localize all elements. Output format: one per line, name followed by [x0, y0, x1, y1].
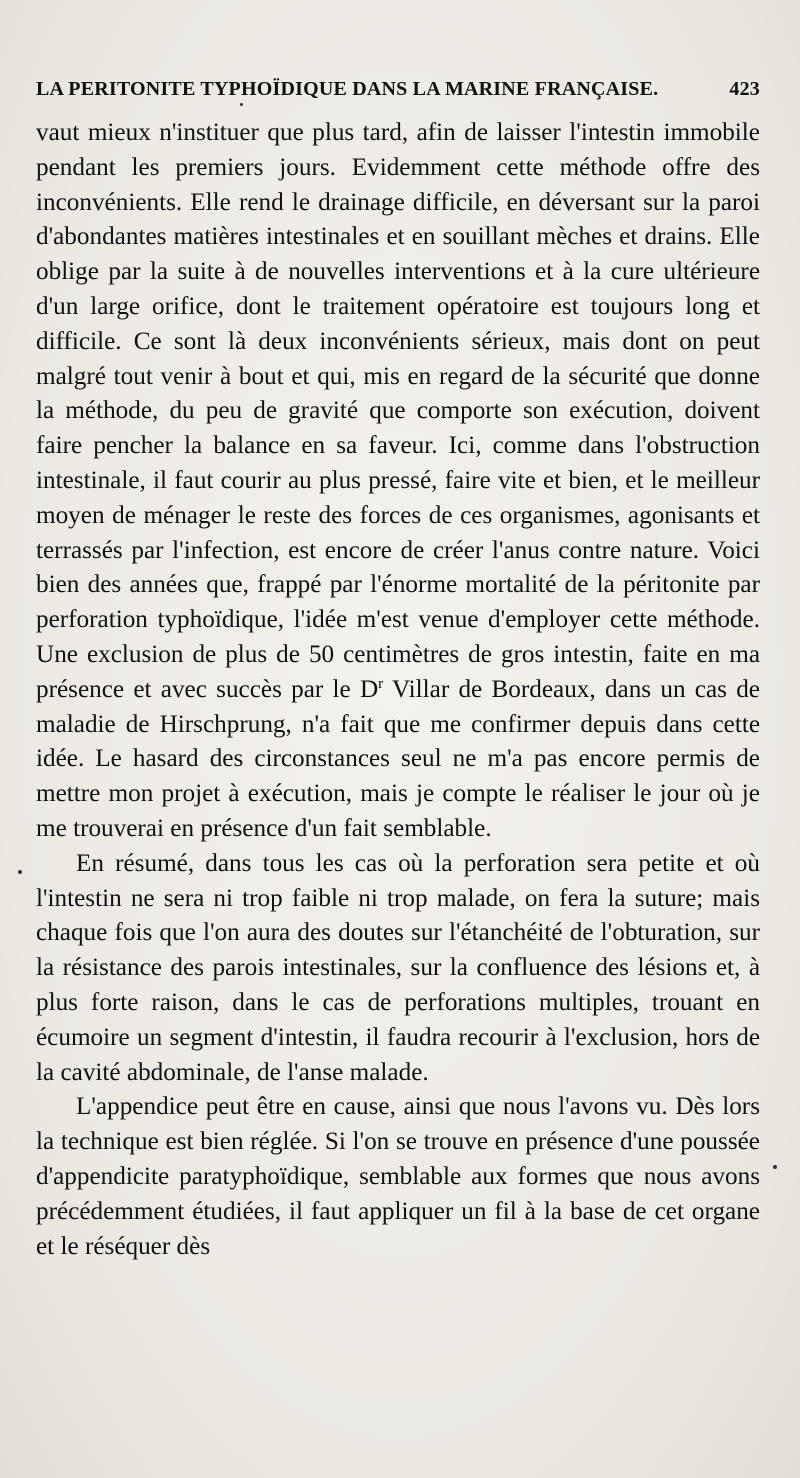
print-speck [240, 103, 243, 106]
page-number: 423 [729, 78, 760, 100]
paragraph-2: En résumé, dans tous les cas où la perforation sera petite et où l'intestin ne sera ni trop faible ni trop malade, on fera la suture; mais chaque fois que l'on aura des doutes sur l'étanchéité de l'obturation, sur la résistance des parois intestinales, sur la confluence des lésions et, à plus forte raison, dans le cas de perforations multiples, trouant en écumoire un segment d'intestin, il faudra recourir à l'exclusion, hors de la cavité abdominale, de l'anse malade. [36, 849, 760, 1086]
paragraph-1-continuation: Villar de Bordeaux, dans un cas de maladie de Hirschprung, n'a fait que me confirmer depuis dans cette idée. Le hasard des circonstances seul ne m'a pas encore permis de mettre mon projet à exécution, mais je compte le réaliser le jour où je me trouverai en présence d'un fait semblable. [36, 675, 760, 842]
running-title: LA PERITONITE TYPHOÏDIQUE DANS LA MARINE FRANÇAISE. [36, 78, 659, 100]
paragraph-1-text: vaut mieux n'instituer que plus tard, afin de laisser l'intestin immobile pendant les premiers jours. Evidemment cette méthode offre des inconvénients. Elle rend le drainage difficile, en déversant sur la paroi d'abondantes matières intestinales et en souillant mèches et drains. Elle oblige par la suite à de nouvelles interventions et à la cure ultérieure d'un large orifice, dont le traitement opératoire est toujours long et difficile. Ce sont là deux inconvénients sérieux, mais dont on peut malgré tout venir à bout et qui, mis en regard de la sécurité que donne la méthode, du peu de gravité que comporte son exécution, doivent faire pencher la balance en sa faveur. Ici, comme dans l'obstruction intestinale, il faut courir au plus pressé, faire vite et bien, et le meilleur moyen de ménager le reste des forces de ces organismes, agonisants et terrassés par l'infection, est encore de créer l'anus contre nature. Voici bien des années que, frappé par l'énorme mortalité de la péritonite par perforation typhoïdique, l'idée m'est venue d'employer cette méthode. Une exclusion de plus de 50 centimètres de gros intestin, faite en ma présence et avec succès par le D [36, 119, 760, 703]
print-speck [18, 870, 22, 874]
print-speck [773, 1165, 777, 1169]
paragraph-3: L'appendice peut être en cause, ainsi que nous l'avons vu. Dès lors la technique est bien réglée. Si l'on se trouve en présence d'une poussée d'appendicite paratyphoïdique, semblable aux formes que nous avons précédemment étudiées, il faut appliquer un fil à la base de cet organe et le réséquer dès [36, 1093, 760, 1260]
running-header [36, 78, 760, 110]
doctor-abbrev-superscript: r [378, 675, 384, 692]
paragraph-1 [36, 116, 760, 847]
body-text [36, 116, 760, 1264]
